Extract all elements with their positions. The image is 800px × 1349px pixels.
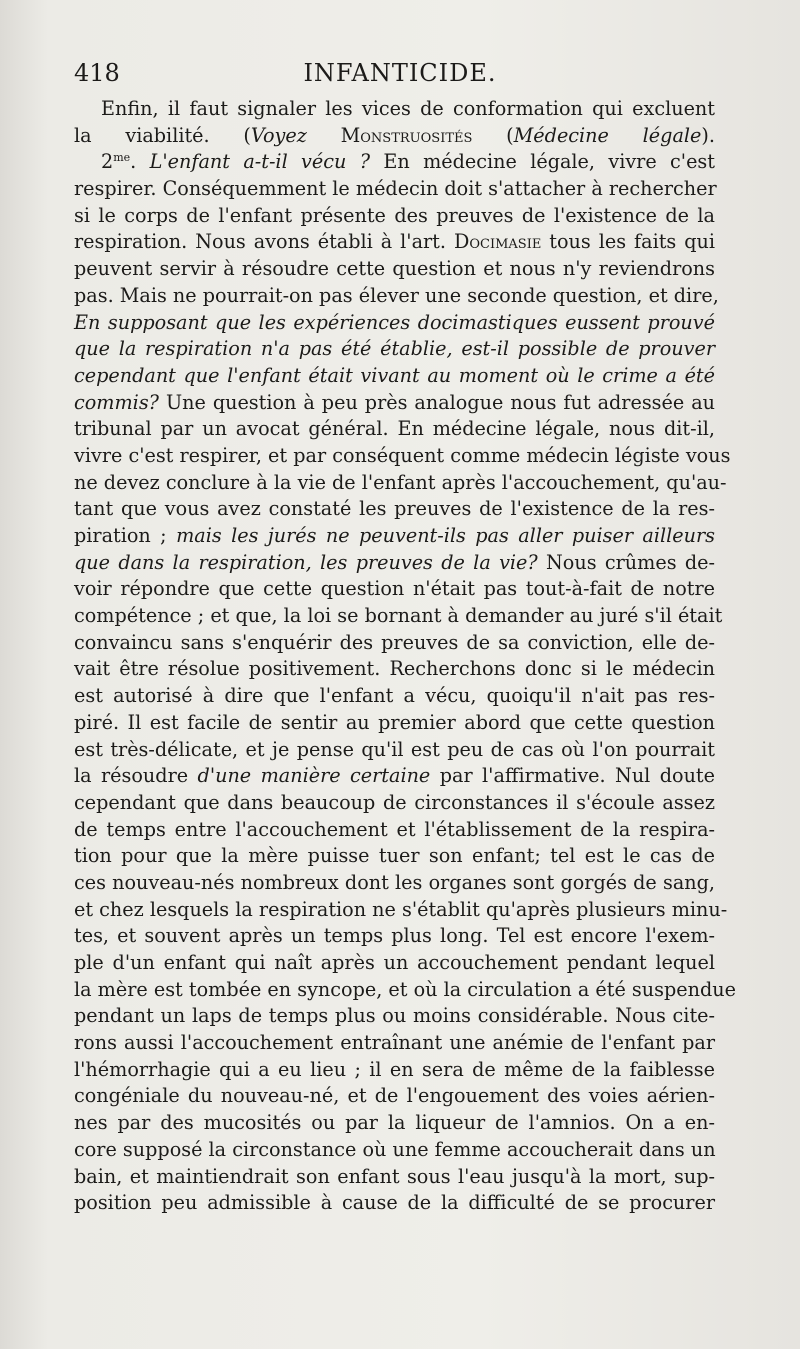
text-run: core supposé la circonstance où une femme accoucherait dans un: [74, 1137, 716, 1161]
text-line: [74, 1003, 715, 1030]
text-run: [307, 124, 341, 147]
text-line: [74, 1057, 715, 1084]
italic-text: En supposant que les expériences docimastiques eussent prouvé: [74, 310, 715, 334]
text-line: [74, 283, 719, 310]
text-run: pendant un laps de temps plus ou moins considérable. Nous cite-: [74, 1004, 715, 1028]
text-run: cependant que dans beaucoup de circonstances il s'écoule assez: [74, 790, 715, 814]
text-line: [74, 550, 715, 577]
text-run: bain, et maintiendrait son enfant sous l'eau jusqu'à la mort, sup-: [74, 1164, 715, 1188]
text-run: ne devez conclure à la vie de l'enfant après l'accouchement, qu'au-: [74, 470, 727, 494]
small-caps-text: Monstruosités: [340, 123, 473, 147]
text-run: tant que vous avez constaté les preuves de l'existence de la res-: [74, 497, 715, 521]
text-line: [74, 1164, 715, 1191]
text-run: est très-délicate, et je pense qu'il est peu de cas où l'on pourrait: [74, 737, 715, 761]
text-line: [74, 229, 715, 256]
text-line: [74, 416, 715, 443]
text-run: ).: [701, 123, 715, 147]
text-line: [74, 790, 715, 817]
text-line: [74, 1110, 715, 1137]
text-line: [74, 96, 715, 123]
text-run: compétence ; et que, la loi se bornant à demander au juré s'il était: [74, 604, 723, 628]
text-run: tes, et souvent après un temps plus long. Tel est encore l'exem-: [74, 924, 715, 948]
text-line: [74, 176, 715, 203]
page-number: 418: [74, 59, 120, 87]
text-line: [74, 390, 715, 417]
text-line: [74, 870, 715, 897]
text-line: [74, 603, 723, 630]
text-run: 2: [101, 150, 114, 174]
italic-text: d'une manière certaine: [197, 764, 431, 788]
text-line: [74, 576, 715, 603]
text-run: de temps entre l'accouchement et l'établissement de la respira-: [74, 817, 715, 841]
text-line: [74, 817, 715, 844]
text-line: [74, 683, 715, 710]
text-line: [74, 123, 715, 150]
italic-text: Voyez: [250, 123, 307, 147]
text-line: [74, 1083, 715, 1110]
italic-text: cependant que l'enfant était vivant au moment où le crime a été: [74, 363, 715, 387]
text-run: la viabilité. (: [74, 123, 251, 147]
text-run: est autorisé à dire que l'enfant a vécu, quoiqu'il n'ait pas res-: [74, 684, 715, 708]
text-run: si le corps de l'enfant présente des preuves de l'existence de la: [74, 203, 715, 227]
text-run: et chez lesquels la respiration ne s'établit qu'après plusieurs minu-: [74, 897, 728, 921]
text-run: l'hémorrhagie qui a eu lieu ; il en sera de même de la faiblesse: [74, 1057, 715, 1081]
text-run: respiration. Nous avons établi à l'art.: [74, 230, 454, 254]
text-run: tion pour que la mère puisse tuer son enfant; tel est le cas de: [74, 844, 715, 868]
text-line: [74, 336, 715, 363]
text-run: peuvent servir à résoudre cette question et nous n'y reviendrons: [74, 257, 715, 281]
text-run: nes par des mucosités ou par la liqueur de l'amnios. On a en-: [74, 1111, 715, 1135]
text-line: [74, 1190, 715, 1217]
text-line: [74, 923, 715, 950]
text-run: piration ;: [74, 524, 177, 547]
text-line: [74, 1137, 715, 1164]
italic-text: que la respiration n'a pas été établie, est-il possible de prouver: [74, 337, 715, 361]
text-line: [74, 763, 715, 790]
text-line: [74, 950, 715, 977]
running-title: INFANTICIDE.: [303, 59, 497, 87]
small-caps-text: Docimasie: [453, 230, 542, 254]
text-line: [74, 149, 715, 176]
text-run: (: [472, 123, 514, 147]
text-line: [74, 977, 736, 1004]
body-text: [74, 96, 736, 1217]
text-run: ple d'un enfant qui naît après un accouchement pendant lequel: [74, 951, 715, 974]
text-line: [74, 843, 715, 870]
text-run: respirer. Conséquemment le médecin doit s'attacher à rechercher: [74, 177, 717, 201]
text-run: tribunal par un avocat général. En médecine légale, nous dit-il,: [74, 417, 715, 441]
text-run: rons aussi l'accouchement entraînant une anémie de l'enfant par: [74, 1031, 715, 1055]
text-run: ces nouveau-nés nombreux dont les organes sont gorgés de sang,: [74, 870, 715, 894]
italic-text: que dans la respiration, les preuves de la vie?: [74, 550, 538, 574]
text-run: tous les faits qui: [541, 230, 715, 254]
text-run: Une question à peu près analogue nous fut adressée au: [158, 390, 715, 414]
text-line: [74, 656, 715, 683]
text-run: voir répondre que cette question n'était pas tout-à-fait de notre: [74, 577, 715, 601]
text-line: [74, 363, 715, 390]
italic-text: L'enfant a-t-il vécu ?: [149, 150, 370, 174]
text-line: [74, 470, 727, 497]
text-line: [74, 203, 715, 230]
text-run: congéniale du nouveau-né, et de l'engouement des voies aérien-: [74, 1084, 715, 1108]
text-line: [74, 630, 715, 657]
text-run: Nous crûmes de-: [537, 550, 715, 574]
italic-text: commis?: [74, 390, 159, 414]
text-run: En médecine légale, vivre c'est: [370, 150, 715, 174]
text-run: convaincu sans s'enquérir des preuves de sa conviction, elle de-: [74, 630, 715, 654]
text-run: la mère est tombée en syncope, et où la circulation a été suspendue: [74, 977, 736, 1001]
superscript-text: me: [113, 151, 131, 165]
text-run: Enfin, il faut signaler les vices de conformation qui excluent: [101, 97, 715, 120]
text-run: la résoudre: [74, 764, 198, 788]
text-line: [74, 897, 728, 924]
text-line: [74, 710, 715, 737]
text-run: pas. Mais ne pourrait-on pas élever une seconde question, et dire,: [74, 283, 719, 307]
text-line: [74, 523, 715, 550]
text-line: [74, 310, 715, 337]
text-line: [74, 1030, 715, 1057]
text-run: .: [130, 150, 150, 174]
italic-text: mais les jurés ne peuvent-ils pas aller puiser ailleurs: [176, 524, 716, 547]
page-header: [74, 58, 726, 88]
text-run: vivre c'est respirer, et par conséquent comme médecin légiste vous: [74, 443, 731, 467]
text-run: position peu admissible à cause de la difficulté de se procurer: [74, 1191, 715, 1215]
text-run: par l'affirmative. Nul doute: [430, 764, 715, 788]
text-line: [74, 443, 731, 470]
text-line: [74, 737, 715, 764]
text-line: [74, 496, 715, 523]
text-run: piré. Il est facile de sentir au premier abord que cette question: [74, 710, 715, 734]
italic-text: Médecine légale: [513, 123, 702, 147]
text-run: vait être résolue positivement. Recherchons donc si le médecin: [74, 657, 715, 681]
text-line: [74, 256, 715, 283]
